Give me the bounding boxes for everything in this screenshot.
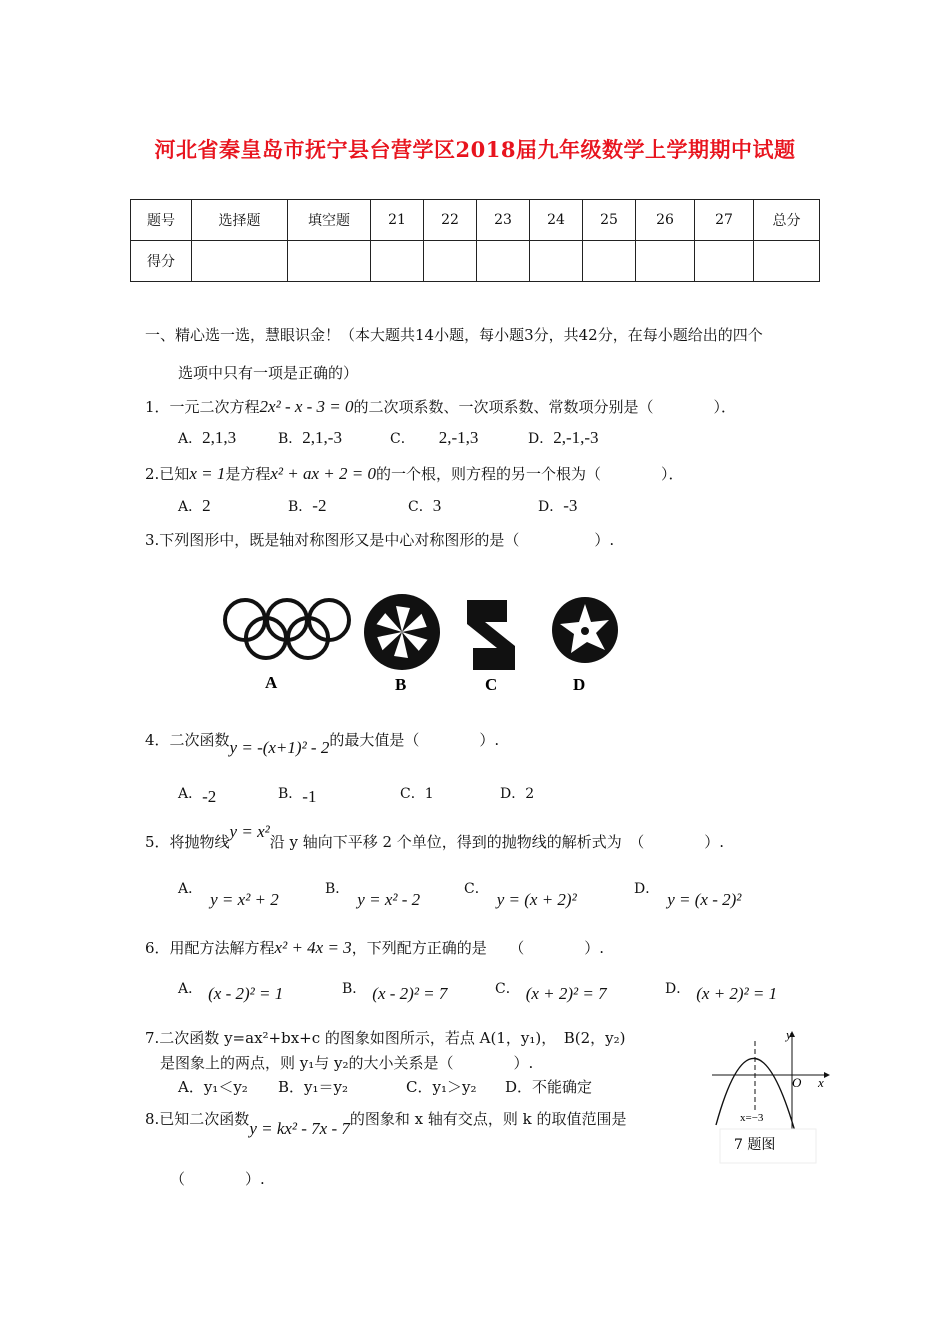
q1-prefix: 1．一元二次方程 bbox=[145, 398, 260, 416]
q4-suffix: 的最大值是（ ）. bbox=[329, 731, 500, 749]
q7-option-c[interactable]: C．y₁＞y₂ bbox=[406, 1078, 477, 1096]
header-cell: 23 bbox=[477, 200, 530, 241]
section1-heading: 一、精心选一选，慧眼识金！（本大题共14小题，每小题3分，共42分，在每小题给出的四个 bbox=[145, 326, 763, 344]
option-label: B． bbox=[288, 499, 313, 515]
q2-option-d[interactable] bbox=[538, 496, 577, 516]
score-cell[interactable] bbox=[583, 241, 636, 282]
q2-suffix: 的一个根，则方程的另一个根为（ ）． bbox=[375, 465, 684, 483]
option-value: -1 bbox=[302, 787, 317, 806]
header-cell: 总分 bbox=[754, 200, 820, 241]
figure-c-s-logo[interactable] bbox=[467, 600, 515, 670]
y-axis-label: y bbox=[786, 1027, 792, 1042]
q7-option-b[interactable]: B．y₁＝y₂ bbox=[278, 1078, 348, 1096]
q6-option-a[interactable] bbox=[178, 978, 284, 1003]
score-cell[interactable] bbox=[192, 241, 288, 282]
option-label: B． bbox=[278, 786, 303, 802]
q8-equation: y = kx² - 7x - 7 bbox=[249, 1119, 350, 1138]
q4-prefix: 4．二次函数 bbox=[145, 731, 230, 749]
option-label: A． bbox=[178, 881, 203, 897]
option-value: -2 bbox=[202, 787, 217, 806]
score-cell[interactable] bbox=[636, 241, 695, 282]
option-value: (x - 2)² = 7 bbox=[372, 984, 448, 1003]
q2-prefix: 2.已知 bbox=[145, 465, 190, 483]
q6-option-b[interactable] bbox=[342, 978, 448, 1003]
q1-option-c[interactable] bbox=[390, 428, 478, 448]
option-label: C． bbox=[408, 499, 433, 515]
q2-root: x = 1 bbox=[189, 464, 226, 483]
option-value: (x - 2)² = 1 bbox=[208, 984, 284, 1003]
option-value: -2 bbox=[312, 496, 327, 515]
q1-equation: 2x² - x - 3 = 0 bbox=[259, 397, 354, 416]
q1-option-b[interactable] bbox=[278, 428, 342, 448]
option-label: D． bbox=[528, 431, 554, 447]
x-axis-arrow-icon bbox=[824, 1072, 830, 1078]
q2-stem bbox=[145, 463, 683, 484]
option-value: y = x² + 2 bbox=[210, 890, 279, 909]
option-value: y = (x - 2)² bbox=[667, 890, 742, 909]
option-label: D． bbox=[665, 981, 691, 997]
q6-suffix: ，下列配方正确的是 （ ）. bbox=[351, 939, 604, 957]
q4-option-a[interactable] bbox=[178, 783, 217, 806]
q2-option-a[interactable] bbox=[178, 496, 211, 516]
score-table-header-row bbox=[131, 200, 820, 241]
q5-option-c[interactable] bbox=[464, 878, 577, 909]
origin-label: O bbox=[792, 1075, 802, 1090]
score-cell[interactable] bbox=[477, 241, 530, 282]
q6-option-d[interactable] bbox=[665, 978, 778, 1003]
option-label: D． bbox=[538, 499, 564, 515]
q7-stem-line1: 7.二次函数 y=ax²+bx+c 的图象如图所示，若点 A(1，y₁)， B(2，y₂) bbox=[145, 1029, 626, 1047]
figure-b-pinwheel-circle[interactable] bbox=[364, 594, 440, 670]
figure-a-olympic-rings[interactable] bbox=[225, 600, 349, 658]
option-label: C． bbox=[390, 431, 415, 447]
q5-equation: y = x² bbox=[229, 822, 270, 841]
q7-option-d[interactable]: D．不能确定 bbox=[505, 1078, 593, 1096]
graph-caption: 7 题图 bbox=[734, 1137, 776, 1153]
q3-stem: 3.下列图形中，既是轴对称图形又是中心对称图形的是（ ）. bbox=[145, 531, 615, 549]
option-value: (x + 2)² = 1 bbox=[696, 984, 778, 1003]
option-label: B． bbox=[342, 981, 367, 997]
score-table-score-row bbox=[131, 241, 820, 282]
figure-label: A bbox=[265, 673, 278, 692]
q2-option-c[interactable] bbox=[408, 496, 441, 516]
axis-of-symmetry-label: x=−3 bbox=[740, 1112, 764, 1124]
option-value: y = (x + 2)² bbox=[496, 890, 577, 909]
header-cell: 26 bbox=[636, 200, 695, 241]
q5-option-a[interactable] bbox=[178, 878, 279, 909]
score-cell[interactable] bbox=[288, 241, 371, 282]
score-table bbox=[130, 199, 820, 282]
q7-stem-line2: 是图象上的两点，则 y₁与 y₂的大小关系是（ ）. bbox=[160, 1054, 534, 1072]
option-label: D． bbox=[500, 786, 526, 802]
option-label: C． bbox=[495, 981, 520, 997]
option-label: B． bbox=[325, 881, 350, 897]
q7-option-a[interactable]: A．y₁＜y₂ bbox=[178, 1078, 248, 1096]
score-cell[interactable] bbox=[695, 241, 754, 282]
header-cell: 27 bbox=[695, 200, 754, 241]
figure-label: B bbox=[395, 675, 407, 694]
header-cell: 21 bbox=[371, 200, 424, 241]
option-label: A． bbox=[178, 981, 203, 997]
q8-answer-blank[interactable]: （ ）. bbox=[170, 1170, 265, 1188]
q1-option-a[interactable] bbox=[178, 428, 236, 448]
score-cell[interactable] bbox=[424, 241, 477, 282]
option-value: 2,-1,3 bbox=[438, 428, 479, 447]
option-value: 2,1,3 bbox=[202, 428, 237, 447]
option-value: 3 bbox=[432, 496, 442, 515]
figure-d-star-circle[interactable] bbox=[552, 597, 618, 663]
q1-option-d[interactable] bbox=[528, 428, 599, 448]
q1-stem bbox=[145, 396, 736, 417]
header-cell: 25 bbox=[583, 200, 636, 241]
option-label: D． bbox=[634, 881, 660, 897]
header-cell: 填空题 bbox=[288, 200, 371, 241]
option-value: -3 bbox=[563, 496, 578, 515]
q6-option-c[interactable] bbox=[495, 978, 607, 1003]
option-label: A． bbox=[178, 499, 203, 515]
option-label: C． bbox=[400, 786, 425, 802]
figure-label: D bbox=[573, 675, 586, 694]
section1-heading-cont: 选项中只有一项是正确的） bbox=[178, 364, 359, 382]
q6-prefix: 6．用配方法解方程 bbox=[145, 939, 275, 957]
q6-equation: x² + 4x = 3 bbox=[274, 938, 352, 957]
x-axis-label: x bbox=[818, 1075, 824, 1090]
q5-option-d[interactable] bbox=[634, 878, 742, 909]
option-value: (x + 2)² = 7 bbox=[525, 984, 607, 1003]
option-value: 2,-1,-3 bbox=[553, 428, 599, 447]
row-label-cell: 得分 bbox=[131, 241, 192, 282]
score-cell[interactable] bbox=[754, 241, 820, 282]
q4-equation: y = -(x+1)² - 2 bbox=[229, 738, 330, 757]
q4-stem bbox=[145, 729, 500, 757]
header-cell: 22 bbox=[424, 200, 477, 241]
q6-stem bbox=[145, 937, 604, 958]
q8-stem bbox=[145, 1108, 627, 1138]
q5-prefix: 5．将抛物线 bbox=[145, 833, 230, 851]
option-label: B． bbox=[278, 431, 303, 447]
header-cell: 24 bbox=[530, 200, 583, 241]
q7-parabola-graph bbox=[706, 1025, 836, 1165]
option-value: y = x² - 2 bbox=[357, 890, 421, 909]
option-label: A． bbox=[178, 431, 203, 447]
q4-option-b[interactable] bbox=[278, 783, 317, 806]
q2-equation: x² + ax + 2 = 0 bbox=[270, 464, 376, 483]
q2-mid: 是方程 bbox=[225, 465, 271, 483]
q8-prefix: 8.已知二次函数 bbox=[145, 1110, 250, 1128]
page-title: 河北省秦皇岛市抚宁县台营学区2018届九年级数学上学期期中试题 bbox=[154, 137, 796, 162]
option-label: A． bbox=[178, 786, 203, 802]
option-value: 2 bbox=[525, 786, 535, 802]
figure-label: C bbox=[485, 675, 498, 694]
q4-option-c[interactable] bbox=[400, 783, 434, 803]
q8-suffix: 的图象和 x 轴有交点，则 k 的取值范围是 bbox=[349, 1110, 627, 1128]
option-label: C． bbox=[464, 881, 489, 897]
score-cell[interactable] bbox=[530, 241, 583, 282]
option-value: 2,1,-3 bbox=[302, 428, 342, 447]
q5-suffix: 沿 y 轴向下平移 2 个单位，得到的抛物线的解析式为 （ ）. bbox=[269, 833, 725, 851]
q5-option-b[interactable] bbox=[325, 878, 421, 909]
q4-option-d[interactable] bbox=[500, 783, 534, 803]
header-cell: 选择题 bbox=[192, 200, 288, 241]
option-value: 1 bbox=[424, 786, 434, 802]
score-cell[interactable] bbox=[371, 241, 424, 282]
option-value: 2 bbox=[202, 496, 211, 515]
q5-stem bbox=[145, 822, 725, 852]
q3-figures bbox=[215, 590, 635, 700]
q1-suffix: 的二次项系数、一次项系数、常数项分别是（ ）． bbox=[353, 398, 737, 416]
header-cell: 题号 bbox=[131, 200, 192, 241]
q2-option-b[interactable] bbox=[288, 496, 326, 516]
